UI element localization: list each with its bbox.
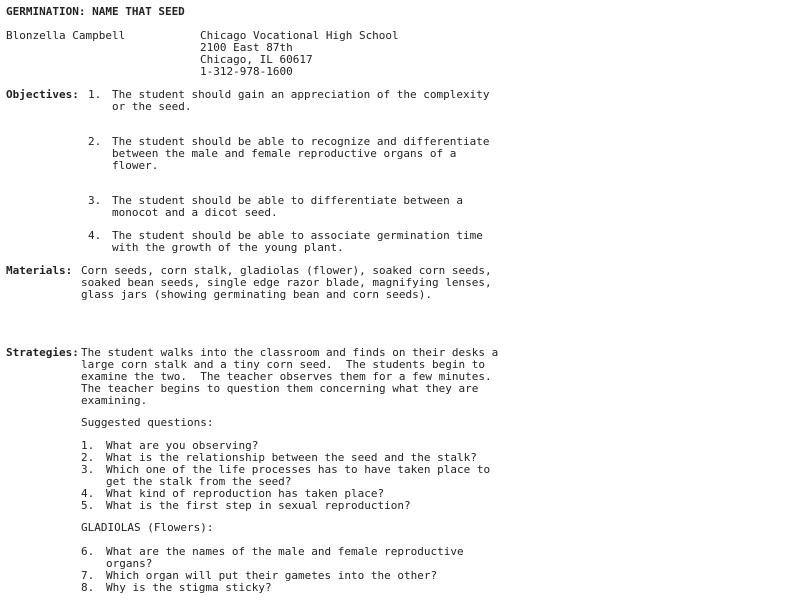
question-number: 7. [81, 569, 95, 582]
objective-line: The student should be able to associate germination time [112, 229, 483, 242]
strategies-line: The teacher begins to question them concerning what they are [81, 382, 479, 395]
objective-number: 3. [88, 194, 102, 207]
strategies-line: examining. [81, 394, 148, 407]
question-number: 1. [81, 439, 95, 452]
author-name: Blonzella Campbell [6, 29, 126, 42]
objectives-label: Objectives: [6, 88, 79, 101]
strategies-line: The student walks into the classroom and finds on their desks a [81, 346, 499, 359]
question-text: get the stalk from the seed? [106, 475, 292, 488]
objective-line: The student should be able to differentiate between a [112, 194, 463, 207]
question-text: What is the first step in sexual reproduction? [106, 499, 411, 512]
objective-line: The student should be able to recognize and differentiate [112, 135, 490, 148]
question-text: What are the names of the male and female reproductive [106, 545, 464, 558]
objective-line: flower. [112, 159, 159, 172]
question-number: 8. [81, 581, 95, 594]
school-name: Chicago Vocational High School [200, 29, 399, 42]
question-number: 3. [81, 463, 95, 476]
question-number: 2. [81, 451, 95, 464]
materials-label: Materials: [6, 264, 73, 277]
question-text: Why is the stigma sticky? [106, 581, 272, 594]
objective-line: with the growth of the young plant. [112, 241, 344, 254]
materials-line: soaked bean seeds, single edge razor blade, magnifying lenses, [81, 276, 492, 289]
school-city: Chicago, IL 60617 [200, 53, 313, 66]
gladiolas-label: GLADIOLAS (Flowers): [81, 521, 214, 534]
materials-line: glass jars (showing germinating bean and corn seeds). [81, 288, 432, 301]
objective-line: or the seed. [112, 100, 192, 113]
question-text: Which organ will put their gametes into the other? [106, 569, 438, 582]
school-street: 2100 East 87th [200, 41, 293, 54]
objective-line: between the male and female reproductive organs of a [112, 147, 457, 160]
school-phone: 1-312-978-1600 [200, 65, 293, 78]
suggested-questions-label: Suggested questions: [81, 416, 214, 429]
document-title: GERMINATION: NAME THAT SEED [6, 5, 185, 18]
objective-number: 1. [88, 88, 102, 101]
question-text: What is the relationship between the seed and the stalk? [106, 451, 477, 464]
objective-number: 2. [88, 135, 102, 148]
objective-line: monocot and a dicot seed. [112, 206, 278, 219]
materials-line: Corn seeds, corn stalk, gladiolas (flower), soaked corn seeds, [81, 264, 492, 277]
question-number: 5. [81, 499, 95, 512]
strategies-label: Strategies: [6, 346, 79, 359]
question-text: What are you observing? [106, 439, 259, 452]
question-text: Which one of the life processes has to have taken place to [106, 463, 491, 476]
question-number: 4. [81, 487, 95, 500]
question-text: organs? [106, 557, 153, 570]
objective-line: The student should gain an appreciation of the complexity [112, 88, 490, 101]
question-number: 6. [81, 545, 95, 558]
strategies-line: large corn stalk and a tiny corn seed. The students begin to [81, 358, 485, 371]
question-text: What kind of reproduction has taken place? [106, 487, 385, 500]
objective-number: 4. [88, 229, 102, 242]
strategies-line: examine the two. The teacher observes them for a few minutes. [81, 370, 492, 383]
